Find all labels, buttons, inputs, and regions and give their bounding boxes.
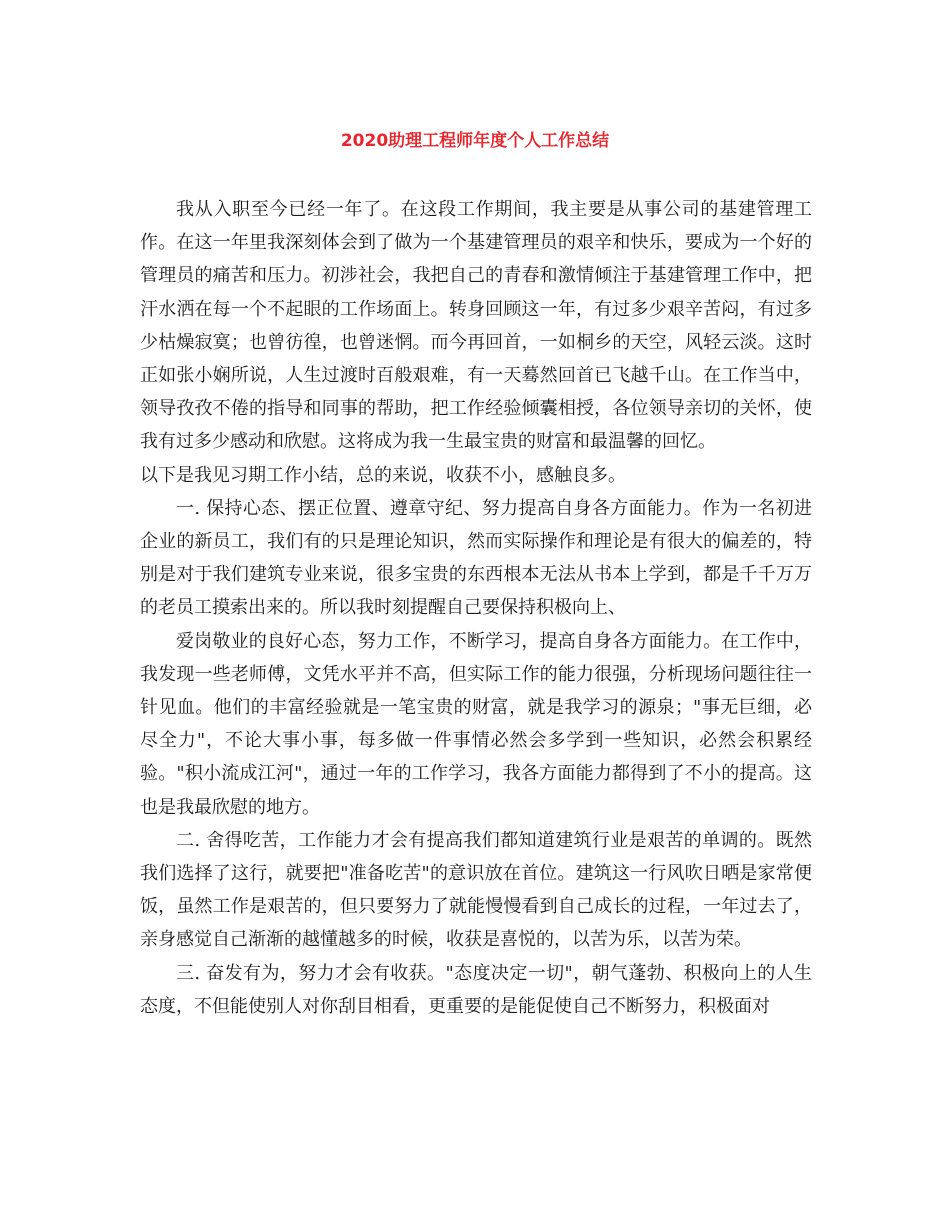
paragraph-intro: 我从入职至今已经一年了。在这段工作期间，我主要是从事公司的基建管理工作。在这一年里我深刻体会到了做为一个基建管理员的艰辛和快乐，要成为一个好的管理员的痛苦和压力。初涉社会，我把自己的青春和激情倾注于基建管理工作中，把汗水洒在每一个不起眼的工作场面上。转身回顾这一年，有过多少艰辛苦闷，有过多少枯燥寂寞；也曾彷徨，也曾迷惘。而今再回首，一如桐乡的天空，风轻云淡。这时正如张小娴所说，人生过渡时百般艰难，有一天蓦然回首已飞越千山。在工作当中，领导孜孜不倦的指导和同事的帮助，把工作经验倾囊相授，各位领导亲切的关怀，使我有过多少感动和欣慰。这将成为我一生最宝贵的财富和最温馨的回忆。 (140, 199, 812, 453)
document-body (140, 193, 812, 1023)
paragraph-section-1-continued: 爱岗敬业的良好心态，努力工作，不断学习，提高自身各方面能力。在工作中，我发现一些老师傅，文凭水平并不高，但实际工作的能力很强，分析现场问题往往一针见血。他们的丰富经验就是一笔宝贵的财富，就是我学习的源泉；"事无巨细，必尽全力"，不论大事小事，每多做一件事情必然会多学到一些知识，必然会积累经验。"积小流成江河"，通过一年的工作学习，我各方面能力都得到了不小的提高。这也是我最欣慰的地方。 (140, 630, 812, 818)
paragraph-section-2: 二. 舍得吃苦，工作能力才会有提高我们都知道建筑行业是艰苦的单调的。既然我们选择了这行，就要把"准备吃苦"的意识放在首位。建筑这一行风吹日晒是家常便饭，虽然工作是艰苦的，但只要努力了就能慢慢看到自己成长的过程，一年过去了，亲身感觉自己渐渐的越懂越多的时候，收获是喜悦的，以苦为乐，以苦为荣。 (140, 829, 812, 951)
paragraph-summary-lead: 以下是我见习期工作小结，总的来说，收获不小，感触良多。 (140, 464, 626, 486)
paragraph-section-3: 三. 奋发有为，努力才会有收获。"态度决定一切"，朝气蓬勃、积极向上的人生态度，不但能使别人对你刮目相看，更重要的是能促使自己不断努力，积极面对 (140, 962, 812, 1017)
document-title: 2020助理工程师年度个人工作总结 (340, 131, 610, 151)
paragraph-section-1: 一. 保持心态、摆正位置、遵章守纪、努力提高自身各方面能力。作为一名初进企业的新员工，我们有的只是理论知识，然而实际操作和理论是有很大的偏差的，特别是对于我们建筑专业来说，很多宝贵的东西根本无法从书本上学到，都是千千万万的老员工摸索出来的。所以我时刻提醒自己要保持积极向上、 (140, 497, 812, 619)
